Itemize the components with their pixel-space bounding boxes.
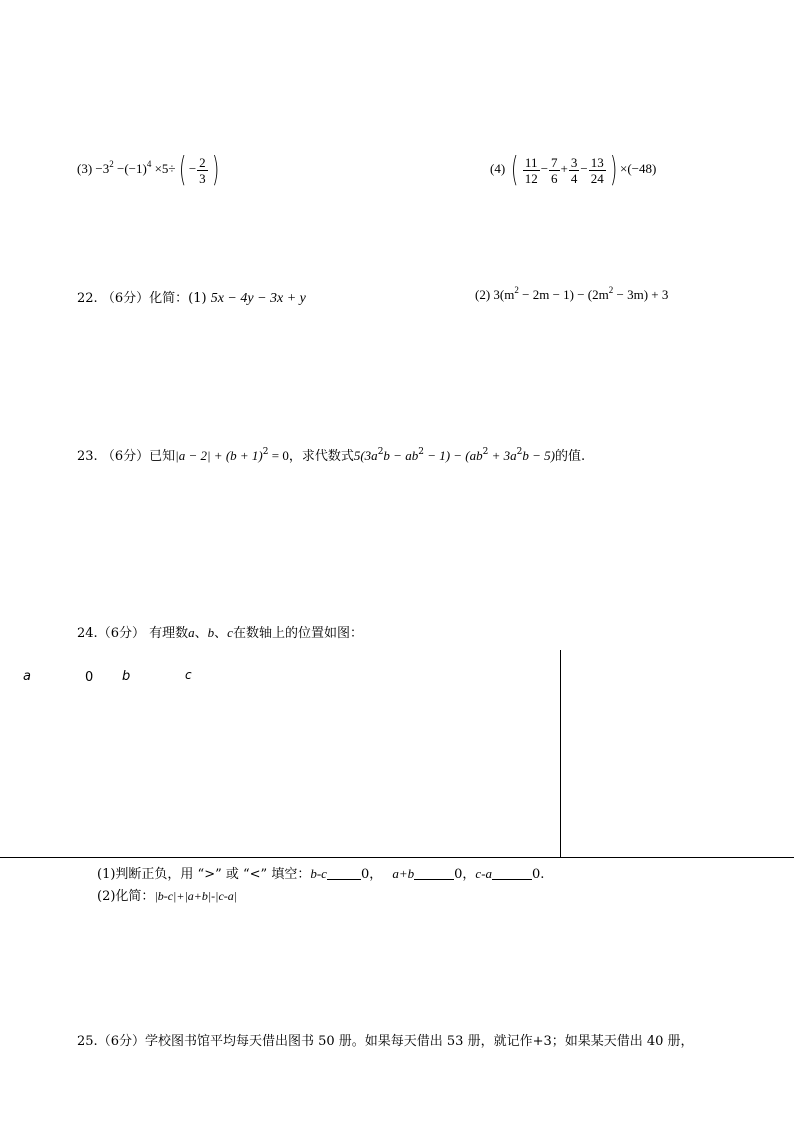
variable: c — [227, 625, 233, 640]
separator: 、 — [194, 626, 208, 641]
exponent: 2 — [377, 447, 384, 457]
operator: − — [540, 161, 549, 176]
left-paren: ( — [178, 150, 186, 191]
question-text: 判断正负，用 “>” 或 “<” 填空： — [115, 867, 311, 882]
question-points: （6分） — [101, 449, 150, 464]
expr-term: −3 — [95, 161, 110, 176]
question-prompt: 化简： — [149, 291, 189, 306]
expression: 5x − 4y − 3x + y — [210, 291, 306, 306]
denominator: 4 — [570, 170, 578, 186]
axis-label-c: c — [185, 668, 192, 682]
question-points: （6分） — [101, 291, 150, 306]
question-points: （6分） — [97, 626, 145, 641]
expr-term: 5(3a — [353, 448, 378, 463]
variable: b — [207, 625, 215, 640]
question-22-part2 — [475, 287, 668, 303]
exponent: 2 — [516, 447, 523, 457]
exponent: 2 — [482, 447, 489, 457]
question-24-sub2 — [97, 885, 237, 904]
question-text: 已知 — [149, 449, 176, 464]
denominator: 24 — [590, 170, 604, 186]
expr-term: ×5÷ — [154, 161, 176, 176]
operator: − — [580, 161, 588, 176]
q21-part3 — [77, 147, 222, 191]
expr-term: − 3m) + 3 — [613, 287, 669, 302]
right-paren: ) — [609, 150, 617, 191]
exponent: 2 — [514, 285, 519, 295]
numerator: 2 — [199, 154, 206, 170]
expr-term: + (b + 1) — [210, 448, 263, 463]
numerator: 11 — [523, 155, 540, 171]
minus-sign: − — [188, 161, 197, 176]
axis-label-a: a — [23, 669, 31, 684]
numerator: 13 — [590, 154, 604, 170]
part-label: (1) — [97, 867, 116, 882]
question-text: ，求代数式 — [288, 449, 354, 464]
axis-label-b: b — [122, 669, 131, 684]
abs-term: |a − 2| — [175, 448, 211, 463]
part-label: (2) — [475, 287, 491, 302]
question-number: 23. — [77, 449, 98, 464]
part-label: (3) — [77, 161, 93, 176]
separator: 、 — [214, 626, 228, 641]
denominator: 3 — [199, 170, 206, 186]
question-number: 22. — [77, 291, 98, 306]
part-label: (4) — [490, 161, 506, 176]
fraction — [569, 155, 580, 186]
question-text: 学校图书馆平均每天借出图书 50 册。如果每天借出 53 册，就记作+3；如果某天借出 40 册， — [144, 1034, 694, 1049]
denominator: 6 — [551, 170, 558, 186]
fraction — [197, 155, 208, 186]
expr-term: b − 5) — [522, 448, 555, 463]
numerator: 3 — [570, 154, 578, 170]
horizontal-line — [0, 857, 794, 858]
expr-term: − 1) − (ab — [423, 448, 483, 463]
numerator: 7 — [551, 154, 558, 170]
expression: |b-c|+|a+b|-|c-a| — [154, 889, 238, 903]
answer-blank[interactable] — [414, 867, 454, 880]
question-text: 的值. — [555, 449, 586, 464]
question-number: 25. — [77, 1034, 98, 1049]
q21-part4 — [490, 147, 656, 191]
variable: a — [188, 625, 195, 640]
question-points: （6分） — [97, 1034, 145, 1049]
expression: a+b — [392, 866, 415, 881]
left-paren: ( — [511, 150, 519, 191]
right-paren: ) — [211, 150, 219, 191]
expr-term: ×(−48) — [619, 161, 657, 176]
fraction — [549, 155, 560, 186]
question-text: 0， — [454, 867, 476, 882]
axis-label-zero: 0 — [85, 670, 94, 685]
expr-term: − 2m − 1) − (2m — [518, 287, 609, 302]
expr-term: = 0 — [268, 448, 289, 463]
part-label: (1) — [188, 291, 207, 306]
question-number: 24. — [77, 626, 98, 641]
fraction — [589, 155, 606, 186]
question-text: 0. — [532, 867, 545, 882]
part-label: (2) — [97, 889, 116, 904]
expr-term: b − ab — [383, 448, 419, 463]
question-22 — [77, 287, 306, 307]
question-text: 有理数 — [149, 626, 189, 641]
fraction — [523, 155, 540, 186]
expression: c-a — [475, 866, 493, 881]
question-24 — [77, 622, 363, 641]
denominator: 12 — [524, 170, 538, 186]
exponent: 2 — [109, 159, 114, 169]
question-text: 在数轴上的位置如图： — [232, 626, 363, 641]
exponent: 4 — [146, 159, 152, 169]
answer-blank[interactable] — [327, 867, 361, 880]
exponent: 2 — [608, 285, 614, 295]
exponent: 2 — [262, 447, 269, 457]
question-23 — [77, 445, 585, 464]
question-text: 0， — [360, 867, 383, 882]
expression: b-c — [310, 866, 327, 881]
expr-term: 3(m — [493, 287, 515, 302]
question-24-sub1 — [97, 863, 544, 882]
answer-blank[interactable] — [492, 867, 532, 880]
operator: + — [560, 161, 568, 176]
expr-term: −(−1) — [117, 161, 147, 176]
question-text: 化简： — [115, 889, 155, 904]
question-25 — [77, 1030, 694, 1049]
vertical-line — [560, 650, 561, 857]
expr-term: + 3a — [488, 448, 517, 463]
exponent: 2 — [418, 447, 424, 457]
